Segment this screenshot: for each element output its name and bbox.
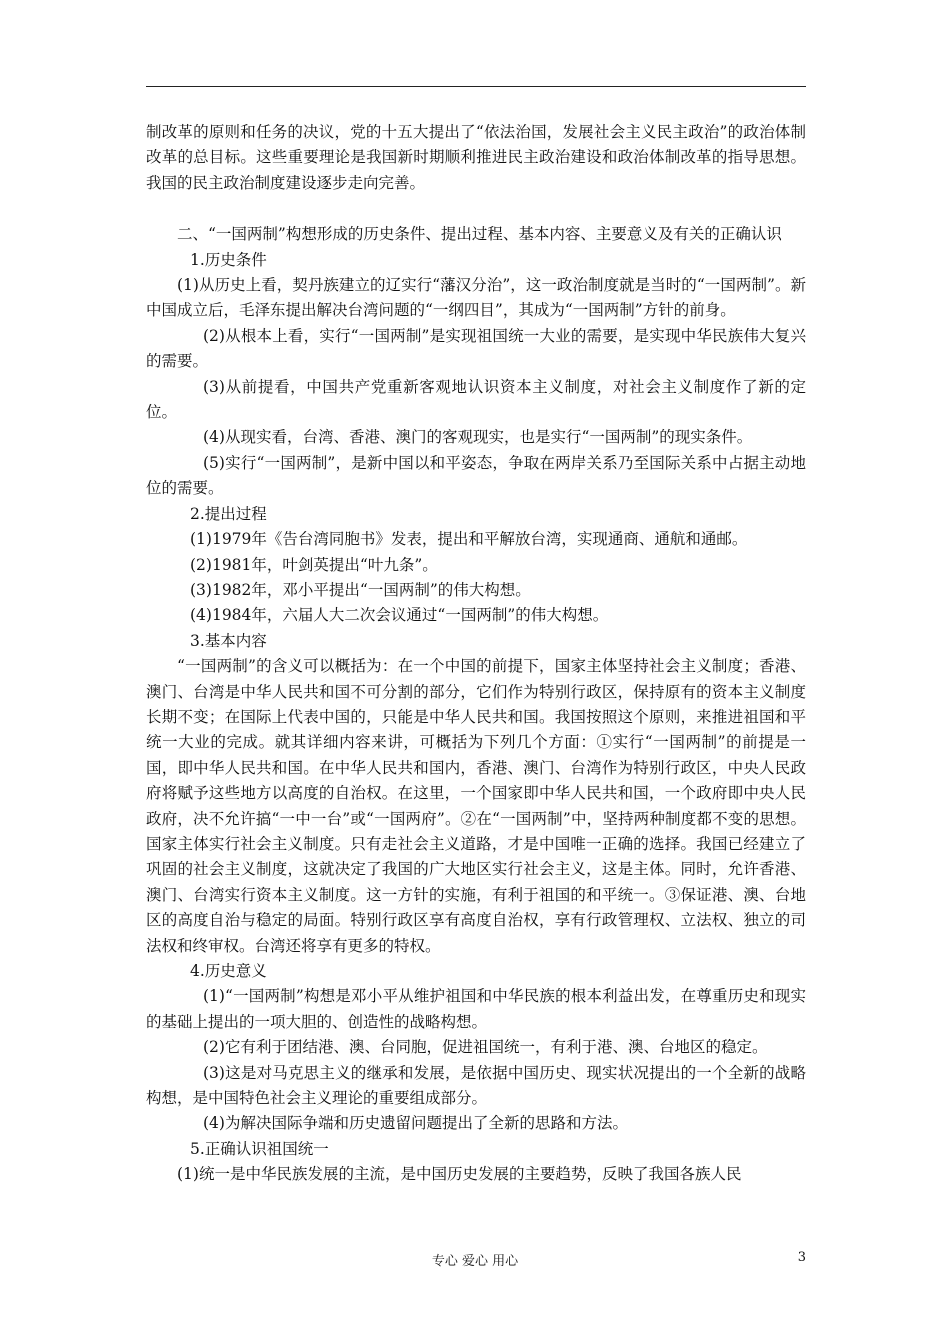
- body-paragraph: (5)实行“一国两制”，是新中国以和平姿态，争取在两岸关系乃至国际关系中占据主动地位的需要。: [146, 453, 806, 498]
- list-item: (1)1979年《告台湾同胞书》发表，提出和平解放台湾，实现通商、通航和通邮。: [190, 530, 748, 549]
- subsection-heading: 5.正确认识祖国统一: [190, 1139, 329, 1158]
- body-paragraph: (3)从前提看，中国共产党重新客观地认识资本主义制度，对社会主义制度作了新的定位。: [146, 377, 806, 422]
- list-item: (3)1982年，邓小平提出“一国两制”的伟大构想。: [190, 580, 531, 599]
- body-paragraph: 制改革的原则和任务的决议，党的十五大提出了“依法治国，发展社会主义民主政治”的政治体制改革的总目标。这些重要理论是我国新时期顺利推进民主政治建设和政治体制改革的指导思想。我国的民主政治制度建设逐步走向完善。: [146, 123, 806, 192]
- body-paragraph: (2)它有利于团结港、澳、台同胞，促进祖国统一，有利于港、澳、台地区的稳定。: [203, 1038, 768, 1057]
- list-item: (2)1981年，叶剑英提出“叶九条”。: [190, 555, 438, 574]
- body-paragraph: (1)“一国两制”构想是邓小平从维护祖国和中华民族的根本利益出发，在尊重历史和现实的基础上提出的一项大胆的、创造性的战略构想。: [146, 987, 806, 1031]
- subsection-heading: 3.基本内容: [190, 631, 267, 650]
- body-paragraph: (4)从现实看，台湾、香港、澳门的客观现实，也是实行“一国两制”的现实条件。: [203, 428, 753, 447]
- header-rule: [146, 86, 806, 87]
- body-paragraph: (4)为解决国际争端和历史遗留问题提出了全新的思路和方法。: [203, 1114, 628, 1133]
- body-paragraph: (1)从历史上看，契丹族建立的辽实行“藩汉分治”，这一政治制度就是当时的“一国两制”。新中国成立后，毛泽东提出解决台湾问题的“一纲四目”，其成为“一国两制”方针的前身。: [146, 276, 806, 320]
- body-paragraph: (3)这是对马克思主义的继承和发展，是依据中国历史、现实状况提出的一个全新的战略构想，是中国特色社会主义理论的重要组成部分。: [146, 1063, 806, 1108]
- section-heading: 二、“一国两制”构想形成的历史条件、提出过程、基本内容、主要意义及有关的正确认识: [177, 225, 782, 244]
- body-paragraph: “一国两制”的含义可以概括为：在一个中国的前提下，国家主体坚持社会主义制度；香港、澳门、台湾是中华人民共和国不可分割的部分，它们作为特别行政区，保持原有的资本主义制度长期不变；在国际上代表中国的，只能是中华人民共和国。我国按照这个原则，来推进祖国和平统一大业的完成。就其详细内容来讲，可概括为下列几个方面：①实行“一国两制”的前提是一国，即中华人民共和国。在中华人民共和国内，香港、澳门、台湾作为特别行政区，中央人民政府将赋予这些地方以高度的自治权。在这里，一个国家即中华人民共和国，一个政府即中央人民政府，决不允许搞“一中一台”或“一国两府”。②在“一国两制”中，坚持两种制度都不变的思想。国家主体实行社会主义制度。只有走社会主义道路，才是中国唯一正确的选择。我国已经建立了巩固的社会主义制度，这就决定了我国的广大地区实行社会主义，这是主体。同时，允许香港、澳门、台湾实行资本主义制度。这一方针的实施，有利于祖国的和平统一。③保证港、澳、台地区的高度自治与稳定的局面。特别行政区享有高度自治权，享有行政管理权、立法权、独立的司法权和终审权。台湾还将享有更多的特权。: [146, 657, 806, 955]
- body-paragraph: (1)统一是中华民族发展的主流，是中国历史发展的主要趋势，反映了我国各族人民: [177, 1165, 742, 1184]
- footer-slogan: 专心 爱心 用心: [431, 1254, 519, 1269]
- body-paragraph: (2)从根本上看，实行“一国两制”是实现祖国统一大业的需要，是实现中华民族伟大复兴的需要。: [146, 326, 806, 371]
- section-gap: [146, 196, 806, 222]
- subsection-heading: 2.提出过程: [190, 504, 267, 523]
- list-item: (4)1984年，六届人大二次会议通过“一国两制”的伟大构想。: [190, 606, 609, 625]
- subsection-heading: 4.历史意义: [190, 962, 267, 980]
- page-number: 3: [797, 1250, 806, 1265]
- document-body: [146, 120, 806, 1188]
- subsection-heading: 1.历史条件: [190, 250, 267, 269]
